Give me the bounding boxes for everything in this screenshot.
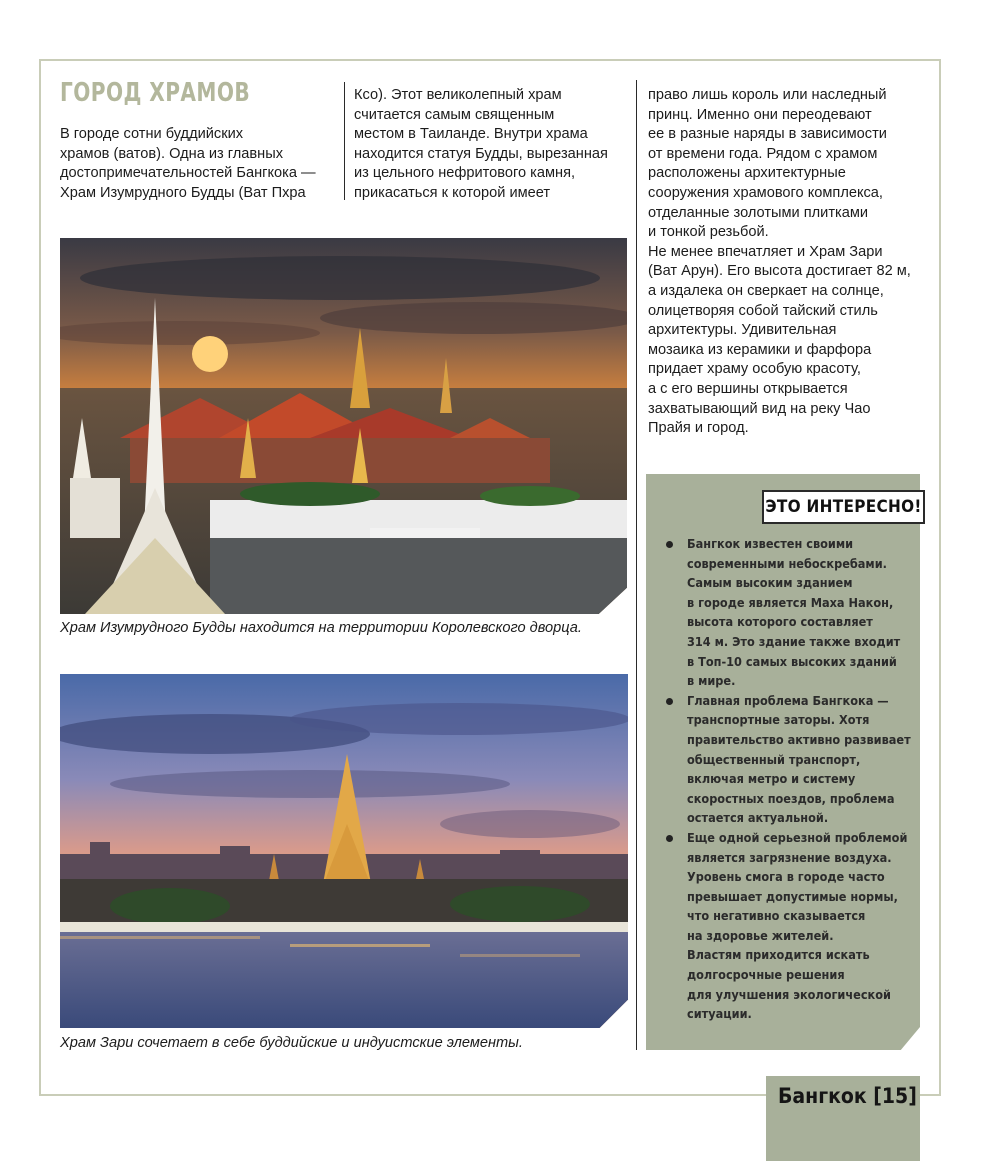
page-number-label: Бангкок [15] [778,1084,917,1108]
column-divider-1 [344,82,345,200]
interesting-facts-title: ЭТО ИНТЕРЕСНО! [762,490,925,524]
text-column-2: Ксо). Этот великолепный храм считается самым священным местом в Таиланде. Внутри храма находится статуя Будды, вырезанная из цельного нефритового камня, прикасаться к которой имеет [354,87,608,201]
list-item [662,534,912,691]
bullet-icon [666,541,673,548]
list-item [662,691,912,828]
fact-text: Главная проблема Бангкока — транспортные заторы. Хотя правительство активно развивает общественный транспорт, включая метро и систему скоростных поездов, проблема остается актуальной. [687,692,911,826]
bullet-icon [666,835,673,842]
facts-list [662,534,912,1024]
page-heading: ГОРОД ХРАМОВ [60,78,251,108]
bullet-icon [666,698,673,705]
emerald-buddha-photo [60,238,627,614]
wat-arun-photo [60,674,628,1028]
text-column-1: В городе сотни буддийских храмов (ватов). Одна из главных достопримечательностей Бангкока — Храм Изумрудного Будды (Ват Пхра [60,126,316,201]
column-divider-2 [636,80,637,1050]
fact-text: Еще одной серьезной проблемой является загрязнение воздуха. Уровень смога в городе часто превышает допустимые нормы, что негативно сказывается на здоровье жителей. Властям приходится искать долгосрочные решения для улучшения экологической ситуации. [687,829,908,1022]
emerald-buddha-caption: Храм Изумрудного Будды находится на территории Королевского дворца. [60,620,582,636]
fact-text: Бангкок известен своими современными небоскребами. Самым высоким зданием в городе является Маха Након, высота которого составляет 314 м. Это здание также входит в Топ-10 самых высоких зданий в мире. [687,536,901,689]
wat-arun-caption: Храм Зари сочетает в себе буддийские и индуистские элементы. [60,1035,523,1051]
list-item [662,828,912,1024]
text-column-3: право лишь король или наследный принц. Именно они переодевают ее в разные наряды в зависимости от времени года. Рядом с храмом расположены архитектурные сооружения храмового комплекса, отделанные золотыми плитками и тонкой резьбой. Не менее впечатляет и Храм Зари (Ват Арун). Его высота достигает 82 м, а издалека он сверкает на солнце, олицетворяя собой тайский стиль архитектуры. Удивительная мозаика из керамики и фарфора придает храму особую красоту, а с его вершины открывается захватывающий вид на реку Чао Прайя и город. [648,87,911,437]
